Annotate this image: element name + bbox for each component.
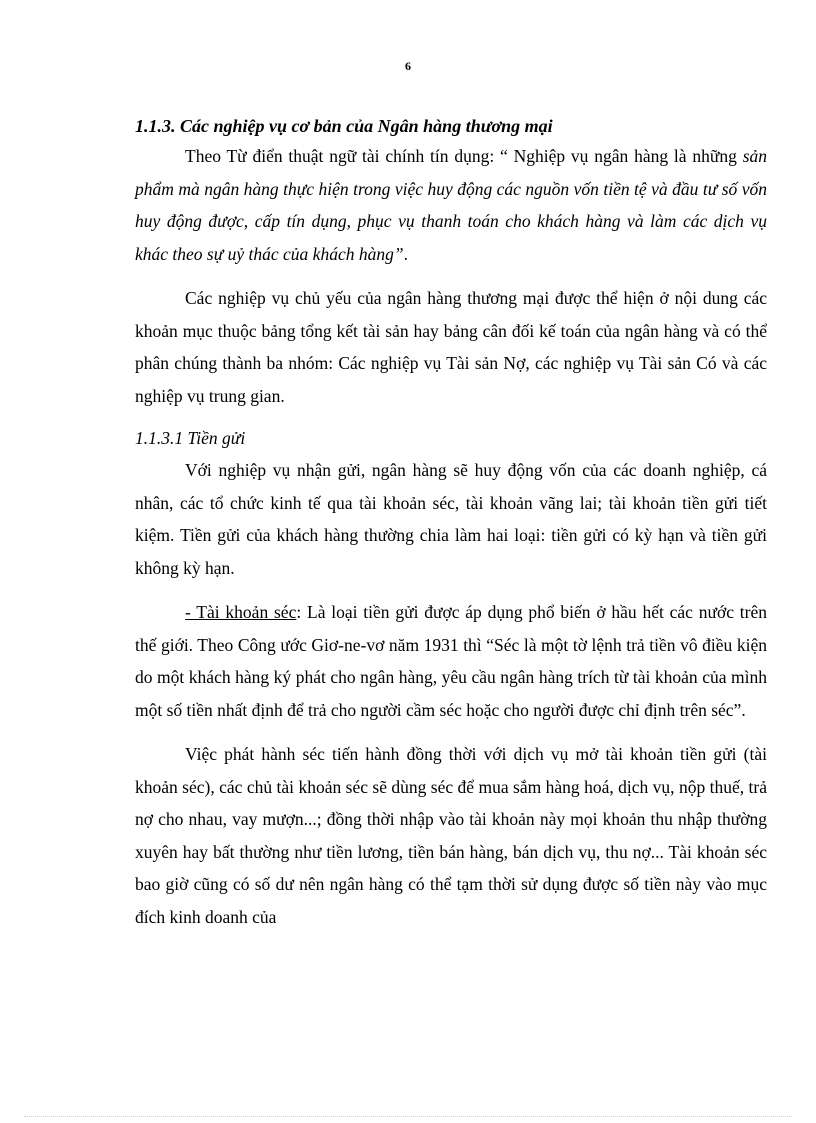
page-bottom-divider — [24, 1116, 792, 1117]
page-number: 6 — [405, 59, 411, 73]
subsection-heading: 1.1.3.1 Tiền gửi — [135, 428, 246, 448]
paragraph-main-operations: Các nghiệp vụ chủ yếu của ngân hàng thương mại được thể hiện ở nội dung các khoản mục thuộc bảng tổng kết tài sản hay bảng cân đối kế toán của ngân hàng và có thể phân chúng thành ba nhóm: Các nghiệp vụ Tài sản Nợ, các nghiệp vụ Tài sản Có và các nghiệp vụ trung gian. — [135, 288, 767, 406]
cheque-account-text: : Là loại tiền gửi được áp dụng phổ biến ở hầu hết các nước trên thế giới. Theo Công ước Giơ-ne-vơ năm 1931 thì “Séc là một tờ lệnh trả tiền vô điều kiện do một khách hàng ký phát cho ngân hàng, yêu cầu ngân hàng trích từ tài khoản của mình một số tiền nhất định để trả cho người cầm séc hoặc cho người được chỉ định trên séc”. — [135, 602, 768, 720]
paragraph-definition-tail: . — [403, 243, 408, 264]
paragraph-definition-lead: Theo Từ điển thuật ngữ tài chính tín dụng: “ Nghiệp vụ ngân hàng là những — [185, 146, 743, 166]
section-heading: 1.1.3. Các nghiệp vụ cơ bản của Ngân hàng thương mại — [135, 116, 553, 136]
definition-quote: sản phẩm mà ngân hàng thực hiện trong việc huy động các nguồn vốn tiền tệ và đầu tư số vốn huy động được, cấp tín dụng, phục vụ thanh toán cho khách hàng và làm các dịch vụ khác theo sự uỷ thác của khách hàng” — [135, 146, 767, 264]
paragraph-deposits: Với nghiệp vụ nhận gửi, ngân hàng sẽ huy động vốn của các doanh nghiệp, cá nhân, các tổ chức kinh tế qua tài khoản séc, tài khoản vãng lai; tài khoản tiền gửi tiết kiệm. Tiền gửi của khách hàng thường chia làm hai loại: tiền gửi có kỳ hạn và tiền gửi không kỳ hạn. — [135, 460, 767, 578]
document-body — [135, 112, 767, 933]
paragraph-cheque-issuance: Việc phát hành séc tiến hành đồng thời với dịch vụ mở tài khoản tiền gửi (tài khoản séc), các chủ tài khoản séc sẽ dùng séc để mua sắm hàng hoá, dịch vụ, nộp thuế, trả nợ cho nhau, vay mượn...; đồng thời nhập vào tài khoản này mọi khoản thu nhập thường xuyên hay bất thường như tiền lương, tiền bán hàng, bán dịch vụ, thu nợ... Tài khoản séc bao giờ cũng có số dư nên ngân hàng có thể tạm thời sử dụng được số tiền này vào mục đích kinh doanh của — [135, 744, 767, 927]
paragraph-cheque-account — [135, 596, 767, 726]
cheque-account-term: - Tài khoản séc — [185, 602, 297, 622]
paragraph-definition — [135, 140, 767, 270]
